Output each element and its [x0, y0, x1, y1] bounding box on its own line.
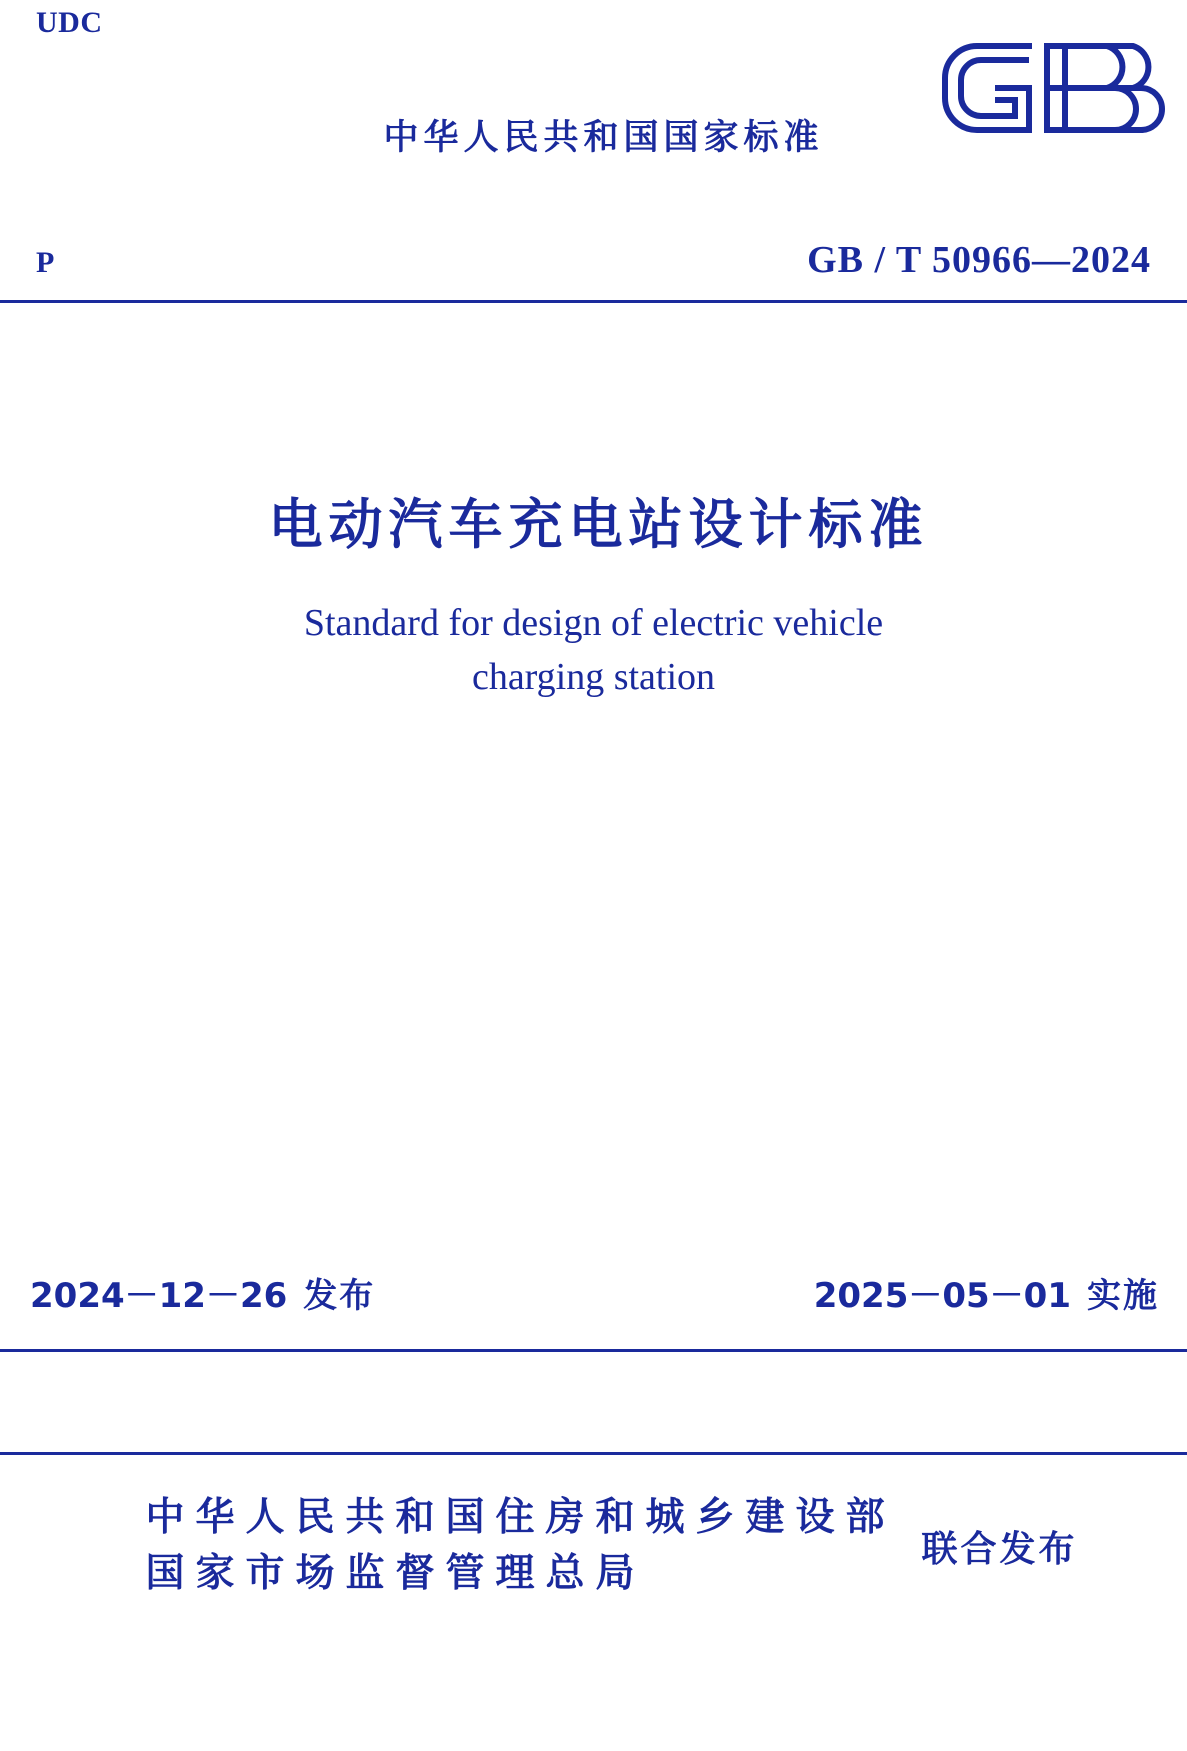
issue-date-block [30, 1268, 375, 1317]
standard-number: GB / T 50966—2024 [807, 239, 1151, 281]
joint-issue-label: 联合发布 [921, 1528, 1078, 1570]
issue-date-label: 发布 [303, 1276, 376, 1316]
national-standard-title: 中华人民共和国国家标准 [383, 118, 824, 158]
publisher-line-2: 国家市场监督管理总局 [145, 1551, 646, 1596]
page-title-chinese: 电动汽车充电站设计标准 [268, 493, 929, 556]
issue-date: 2024－12－26 [30, 1276, 288, 1316]
divider-footer [0, 1452, 1187, 1455]
effective-date-label: 实施 [1087, 1276, 1159, 1316]
page-title-english-line1: Standard for design of electric vehicle [303, 602, 884, 644]
page-title-english-line2: charging station [471, 656, 716, 698]
publisher-block [0, 1490, 1187, 1602]
udc-label: UDC [36, 6, 103, 39]
publisher-names [145, 1490, 895, 1602]
effective-date: 2025－05－01 [813, 1276, 1071, 1316]
classification-code: P [36, 246, 55, 279]
effective-date-block [814, 1268, 1159, 1317]
divider-top [0, 300, 1187, 303]
publisher-line-1: 中华人民共和国住房和城乡建设部 [145, 1495, 896, 1540]
divider-bottom [0, 1349, 1187, 1352]
gb-logo-icon [937, 26, 1167, 146]
